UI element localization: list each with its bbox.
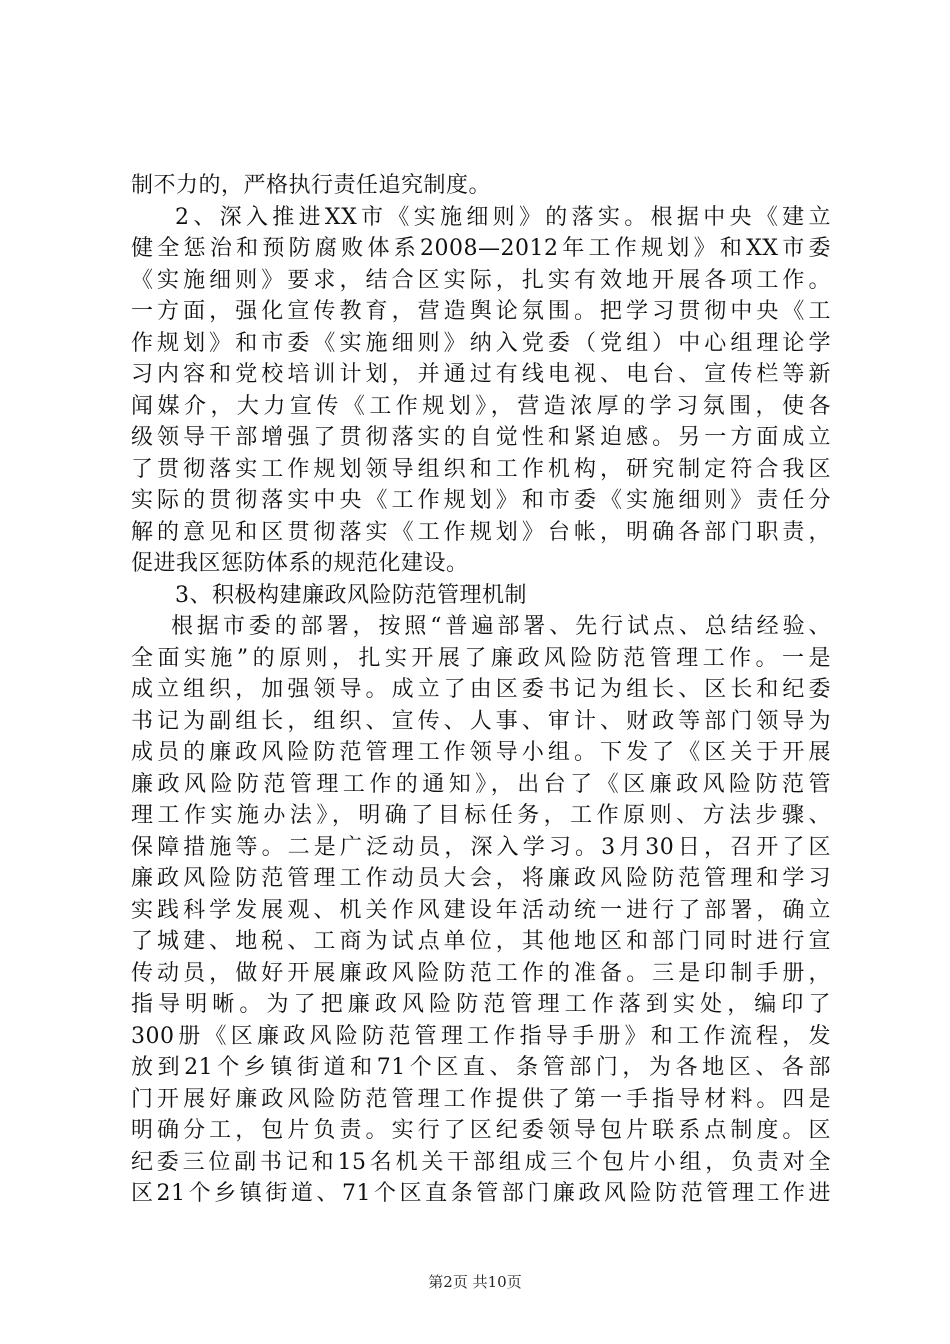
text-line: 闻媒介，大力宣传《工作规划》，营造浓厚的学习氛围，使各 (131, 393, 831, 419)
text-line: 放到21个乡镇街道和71个区直、条管部门，为各地区、各部 (131, 1055, 831, 1080)
page-number: 第2页 共10页 (428, 1273, 522, 1291)
text-line: 作规划》和市委《实施细则》纳入党委（党组）中心组理论学 (131, 330, 831, 356)
text-line: 纪委三位副书记和15名机关干部组成三个包片小组，负责对全 (131, 1149, 831, 1175)
text-line: 保障措施等。二是广泛动员，深入学习。3月30日，召开了区 (131, 834, 831, 860)
text-line: 级领导干部增强了贯彻落实的自觉性和紧迫感。另一方面成立 (131, 425, 831, 450)
text-line: 传动员，做好开展廉政风险防范工作的准备。三是印制手册， (131, 960, 831, 986)
text-line: 全面实施”的原则，扎实开展了廉政风险防范管理工作。一是 (131, 645, 831, 671)
text-line: 根据市委的部署，按照“普遍部署、先行试点、总结经验、 (171, 614, 831, 639)
text-line: 书记为副组长，组织、宣传、人事、审计、财政等部门领导为 (131, 708, 831, 734)
text-line: 300册《区廉政风险防范管理工作指导手册》和工作流程，发 (131, 1023, 831, 1049)
text-line: 成员的廉政风险防范管理工作领导小组。下发了《区关于开展 (131, 740, 831, 765)
text-line: 了城建、地税、工商为试点单位，其他地区和部门同时进行宣 (131, 929, 831, 954)
section-heading: 3、积极构建廉政风险防范管理机制 (175, 582, 527, 608)
text-line: 了贯彻落实工作规划领导组织和工作机构，研究制定符合我区 (131, 456, 831, 482)
text-line: 理工作实施办法》，明确了目标任务，工作原则、方法步骤、 (131, 803, 831, 828)
text-line: 指导明晰。为了把廉政风险防范管理工作落到实处，编印了 (131, 992, 831, 1017)
text-line: 廉政风险防范管理工作动员大会，将廉政风险防范管理和学习 (131, 866, 831, 891)
text-line: 解的意见和区贯彻落实《工作规划》台帐，明确各部门职责， (131, 519, 831, 545)
text-line: 区21个乡镇街道、71个区直条管部门廉政风险防范管理工作进 (131, 1181, 831, 1206)
text-line: 廉政风险防范管理工作的通知》，出台了《区廉政风险防范管 (131, 771, 831, 797)
text-line: 明确分工，包片负责。实行了区纪委领导包片联系点制度。区 (131, 1118, 831, 1143)
text-line: 习内容和党校培训计划，并通过有线电视、电台、宣传栏等新 (131, 362, 831, 387)
text-line: 制不力的，严格执行责任追究制度。 (131, 173, 492, 198)
page-footer (0, 1271, 950, 1292)
text-line: 健全惩治和预防腐败体系2008—2012年工作规划》和XX市委 (131, 236, 831, 261)
text-line: 门开展好廉政风险防范管理工作提供了第一手指导材料。四是 (131, 1086, 831, 1112)
text-line: 《实施细则》要求，结合区实际，扎实有效地开展各项工作。 (131, 267, 831, 293)
text-line: 实践科学发展观、机关作风建设年活动统一进行了部署，确立 (131, 897, 831, 923)
text-line: 一方面，强化宣传教育，营造舆论氛围。把学习贯彻中央《工 (131, 299, 831, 324)
text-line: 促进我区惩防体系的规范化建设。 (131, 551, 469, 576)
text-line: 实际的贯彻落实中央《工作规划》和市委《实施细则》责任分 (131, 488, 831, 513)
document-body (131, 170, 831, 1210)
text-line: 成立组织，加强领导。成立了由区委书记为组长、区长和纪委 (131, 677, 831, 702)
text-line: 2、深入推进XX市《实施细则》的落实。根据中央《建立 (175, 204, 831, 230)
